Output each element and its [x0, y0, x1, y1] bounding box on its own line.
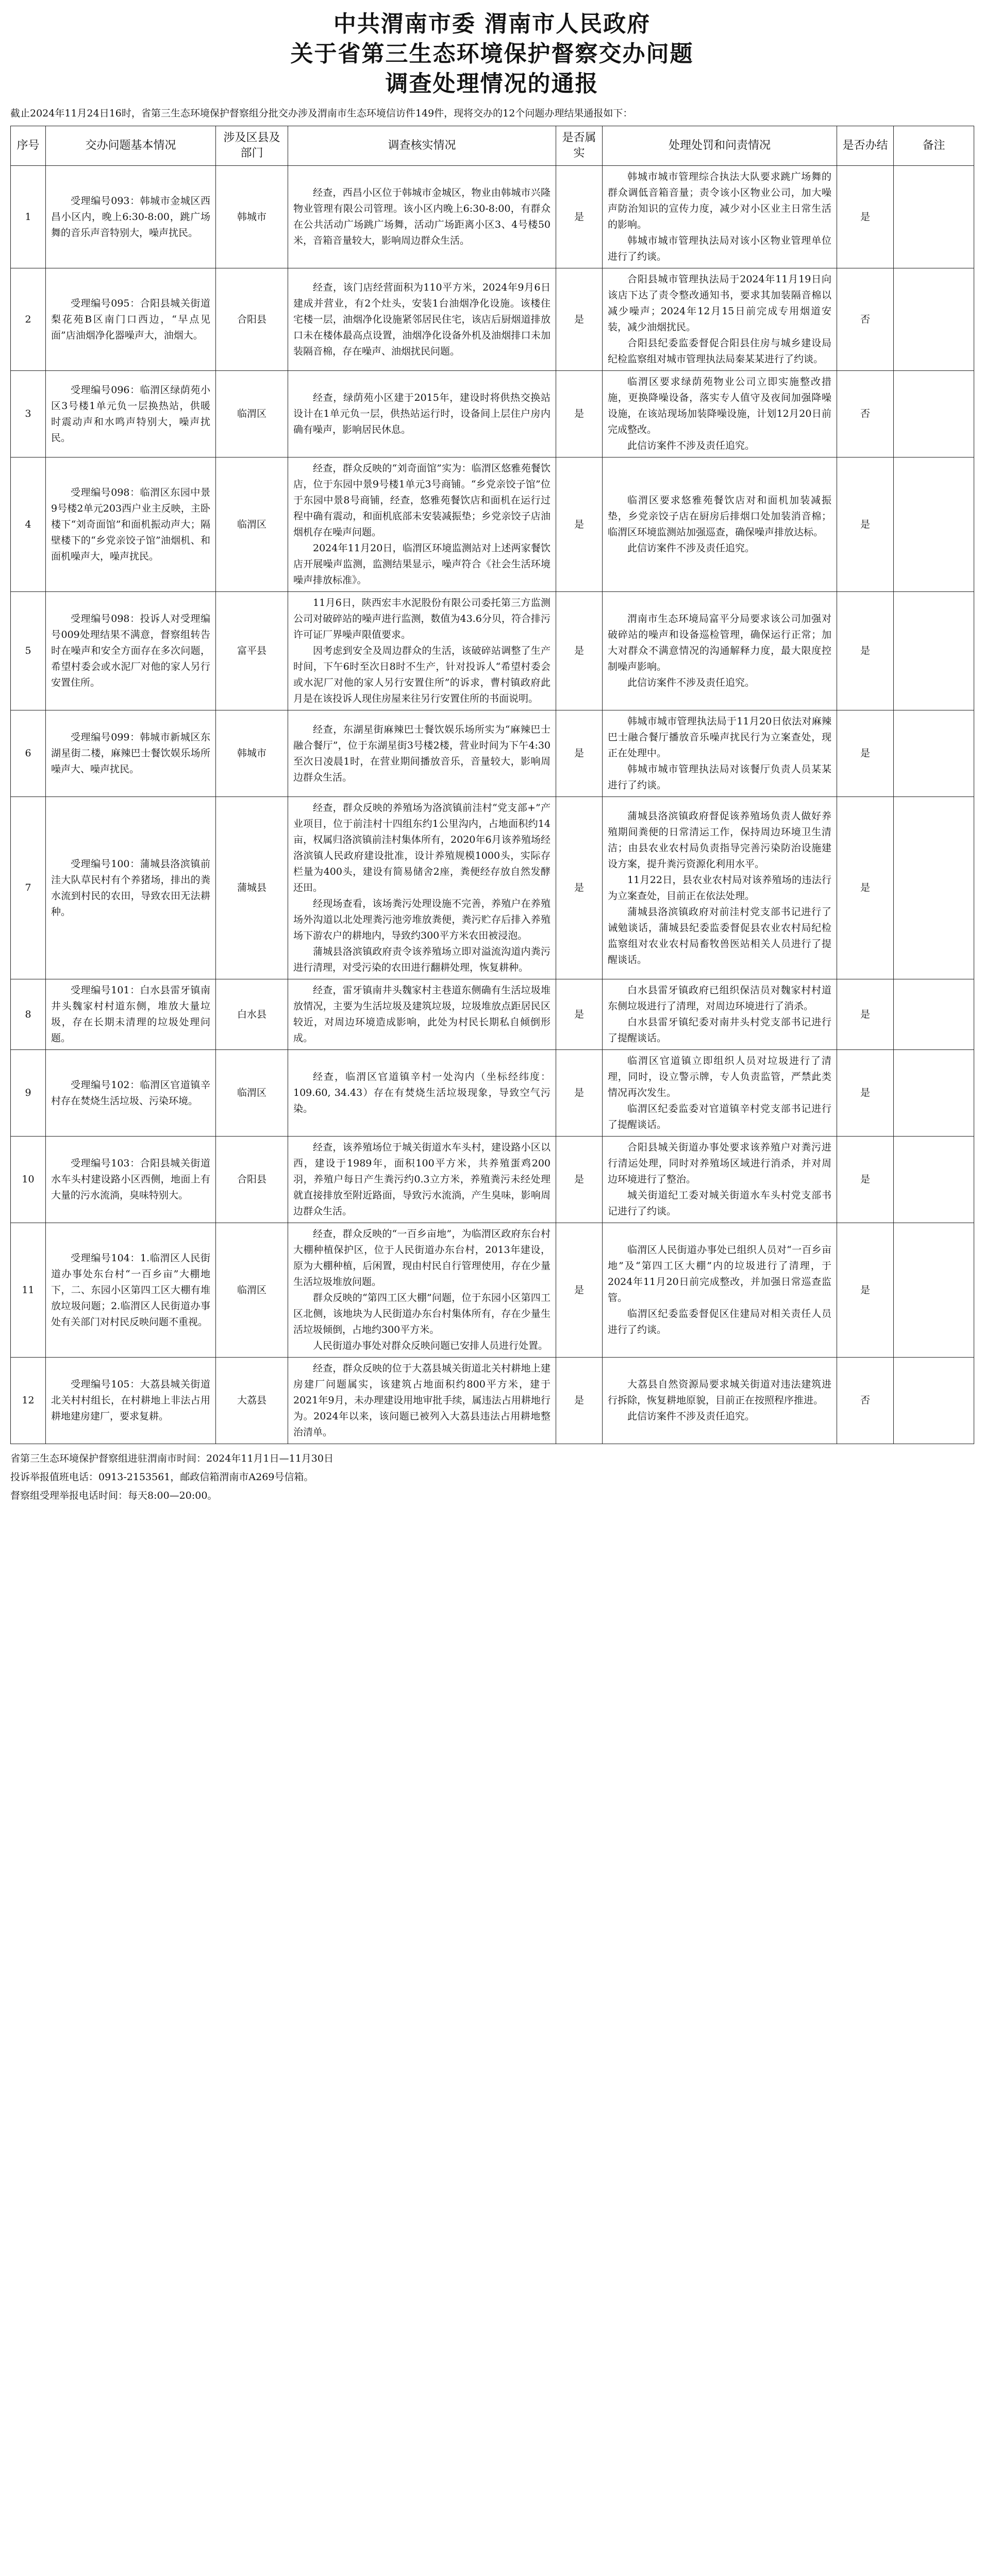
footer-line-3: 督察组受理举报电话时间：每天8:00—20:00。 [10, 1490, 218, 1501]
row-number: 10 [11, 1137, 46, 1223]
investigation-result-paragraph: 2024年11月20日，临渭区环境监测站对上述两家餐饮店开展噪声监测，监测结果显示，噪声符合《社会生活环境噪声排放标准》。 [293, 543, 551, 586]
remark [894, 1050, 974, 1137]
department: 临渭区 [216, 1223, 288, 1358]
remark [894, 710, 974, 797]
row-number: 6 [11, 710, 46, 797]
handling-result [603, 979, 837, 1050]
investigation-result [288, 1050, 556, 1137]
department: 韩城市 [216, 166, 288, 268]
is-true: 是 [556, 268, 603, 371]
handling-result [603, 166, 837, 268]
table-row [11, 268, 974, 371]
investigation-result-paragraph: 11月6日，陕西宏丰水泥股份有限公司委托第三方监测公司对破碎站的噪声进行监测，数值为43.6分贝，符合排污许可证厂界噪声限值要求。 [293, 597, 551, 640]
intro-text: 截止2024年11月24日16时，省第三生态环境保护督察组分批交办涉及渭南市生态环境信访件149件，现将交办的12个问题办理结果通报如下： [10, 108, 633, 119]
is-true: 是 [556, 1358, 603, 1444]
column-header: 交办问题基本情况 [46, 126, 216, 166]
column-header: 是否办结 [837, 126, 894, 166]
row-number: 2 [11, 268, 46, 371]
handling-result-paragraph: 白水县雷牙镇纪委对南井头村党支部书记进行了提醒谈话。 [608, 1016, 831, 1044]
remark [894, 592, 974, 710]
handling-result-paragraph: 蒲城县洛滨镇政府对前洼村党支部书记进行了诫勉谈话，蒲城县纪委监委督促县农业农村局纪检监察组对农业农村局畜牧兽医站相关人员进行了提醒谈话。 [608, 906, 831, 965]
is-completed: 是 [837, 457, 894, 592]
handling-result-paragraph: 此信访案件不涉及责任追究。 [627, 677, 755, 688]
handling-result [603, 710, 837, 797]
issue-description: 受理编号103：合阳县城关街道水车头村建设路小区西侧，地面上有大量的污水流淌，臭味特别大。 [46, 1137, 216, 1223]
is-completed: 是 [837, 710, 894, 797]
department: 韩城市 [216, 710, 288, 797]
is-completed: 是 [837, 166, 894, 268]
investigation-result [288, 457, 556, 592]
issues-table [10, 126, 974, 1444]
issue-description: 受理编号096：临渭区绿荫苑小区3号楼1单元负一层换热站，供暖时震动声和水鸣声特别大，噪声扰民。 [46, 371, 216, 457]
column-header: 是否属实 [556, 126, 603, 166]
row-number: 12 [11, 1358, 46, 1444]
handling-result-paragraph: 11月22日，县农业农村局对该养殖场的违法行为立案查处，目前正在依法处理。 [608, 874, 831, 902]
document-title [10, 9, 974, 99]
issue-description: 受理编号102：临渭区官道镇辛村存在焚烧生活垃圾、污染环境。 [46, 1050, 216, 1137]
is-true: 是 [556, 1050, 603, 1137]
row-number: 9 [11, 1050, 46, 1137]
is-completed: 是 [837, 1050, 894, 1137]
is-true: 是 [556, 1137, 603, 1223]
handling-result-paragraph: 渭南市生态环境局富平分局要求该公司加强对破碎站的噪声和设备巡检管理，确保运行正常；加大对群众不满意情况的沟通解释力度，最大限度控制噪声影响。 [608, 613, 831, 672]
table-row [11, 797, 974, 979]
table-body [11, 166, 974, 1444]
investigation-result-paragraph: 人民街道办事处对群众反映问题已安排人员进行处置。 [313, 1340, 548, 1351]
is-true: 是 [556, 979, 603, 1050]
footer-line-1: 省第三生态环境保护督察组进驻渭南市时间：2024年11月1日—11月30日 [10, 1453, 333, 1464]
handling-result-paragraph: 韩城市城市管理执法局于11月20日依法对麻辣巴士融合餐厅播放音乐噪声扰民行为立案查处，现正在处理中。 [608, 716, 831, 759]
is-completed: 否 [837, 371, 894, 457]
handling-result-paragraph: 韩城市城市管理执法局对该小区物业管理单位进行了约谈。 [608, 235, 831, 262]
remark [894, 457, 974, 592]
handling-result-paragraph: 大荔县自然资源局要求城关街道对违法建筑进行拆除，恢复耕地原貌，目前正在按照程序推进。 [608, 1379, 831, 1406]
remark [894, 797, 974, 979]
investigation-result [288, 268, 556, 371]
investigation-result [288, 1358, 556, 1444]
table-row [11, 457, 974, 592]
handling-result-paragraph: 临渭区纪委监委督促区住建局对相关责任人员进行了约谈。 [608, 1308, 831, 1335]
table-row [11, 1223, 974, 1358]
title-line-2: 关于省第三生态环境保护督察交办问题 [290, 41, 694, 67]
investigation-result-paragraph: 经查，该养殖场位于城关街道水车头村，建设路小区以西，建设于1989年，面积100平方米，共养殖蛋鸡200羽，养殖户每日产生粪污约0.3立方米，养殖粪污未经处理就直接排放至附近路面，导致污水流淌，产生臭味，影响周边群众生活。 [293, 1142, 551, 1217]
investigation-result-paragraph: 经查，群众反映的养殖场为洛滨镇前洼村“党支部+”产业项目，位于前洼村十四组东约1公里沟内，占地面积约14亩，权属归洛滨镇前洼村集体所有，2020年6月该养殖场经洛滨镇人民政府建设批准，设计养殖规模1000头，实际存栏量为400头，建设有简易储舍2座，粪便经存放自然发酵还田。 [293, 802, 551, 893]
row-number: 8 [11, 979, 46, 1050]
handling-result-paragraph: 城关街道纪工委对城关街道水车头村党支部书记进行了约谈。 [608, 1190, 831, 1217]
handling-result-paragraph: 临渭区官道镇立即组织人员对垃圾进行了清理，同时，设立警示牌，专人负责监管，严禁此类情况再次发生。 [608, 1055, 831, 1098]
is-true: 是 [556, 457, 603, 592]
row-number: 3 [11, 371, 46, 457]
investigation-result-paragraph: 经查，群众反映的“刘奇面馆”实为：临渭区悠雅苑餐饮店，位于东园中景9号楼1单元3号商铺。“乡党亲饺子馆”位于东园中景8号商铺，经查，悠雅苑餐饮店和面机在运行过程中确有震动，和面机底部未安装减振垫；乡党亲饺子店油烟机存在噪声问题。 [293, 463, 551, 538]
handling-result-paragraph: 合阳县城关街道办事处要求该养殖户对粪污进行清运处理，同时对养殖场区域进行消杀，并对周边环境进行了整治。 [608, 1142, 831, 1185]
investigation-result-paragraph: 群众反映的“第四工区大棚”问题，位于东园小区第四工区北侧，该地块为人民街道办东台村集体所有，存在少量生活垃圾倾倒，占地约300平方米。 [293, 1292, 551, 1335]
table-row [11, 1137, 974, 1223]
handling-result-paragraph: 白水县雷牙镇政府已组织保洁员对魏家村村道东侧垃圾进行了清理，对周边环境进行了消杀。 [608, 985, 831, 1012]
handling-result [603, 1137, 837, 1223]
issue-description: 受理编号101：白水县雷牙镇南井头魏家村村道东侧，堆放大量垃圾，存在长期未清理的垃圾处理问题。 [46, 979, 216, 1050]
investigation-result [288, 1223, 556, 1358]
investigation-result-paragraph: 经查，临渭区官道镇辛村一处沟内（坐标经纬度：109.60, 34.43）存在有焚烧生活垃圾现象，导致空气污染。 [293, 1071, 551, 1114]
column-header: 调查核实情况 [288, 126, 556, 166]
investigation-result [288, 1137, 556, 1223]
handling-result [603, 371, 837, 457]
handling-result [603, 1050, 837, 1137]
handling-result-paragraph: 蒲城县洛滨镇政府督促该养殖场负责人做好养殖期间粪便的日常清运工作，保持周边环境卫生清洁；由县农业农村局负责指导完善污染防治设施建设方案，提升粪污资源化利用水平。 [608, 810, 831, 870]
row-number: 4 [11, 457, 46, 592]
handling-result-paragraph: 此信访案件不涉及责任追究。 [627, 440, 755, 451]
is-completed: 是 [837, 1223, 894, 1358]
footer-line-2: 投诉举报值班电话：0913-2153561，邮政信箱渭南市A269号信箱。 [10, 1471, 314, 1483]
handling-result-paragraph: 此信访案件不涉及责任追究。 [627, 1411, 755, 1422]
investigation-result-paragraph: 经查，东湖星街麻辣巴士餐饮娱乐场所实为“麻辣巴士融合餐厅”，位于东湖星街3号楼2楼，营业时间为下午4:30至次日凌晨1时，在营业期间播放音乐，音量较大，影响周边群众生活。 [293, 723, 551, 783]
footer [10, 1449, 974, 1505]
investigation-result [288, 797, 556, 979]
is-true: 是 [556, 166, 603, 268]
row-number: 7 [11, 797, 46, 979]
handling-result [603, 457, 837, 592]
investigation-result-paragraph: 经查，群众反映的位于大荔县城关街道北关村耕地上建房建厂问题属实，该建筑占地面积约800平方米，建于2021年9月，未办理建设用地审批手续，属违法占用耕地行为。2024年以来，该问题已被列入大荔县违法占用耕地整治清单。 [293, 1363, 551, 1438]
table-header-row [11, 126, 974, 166]
is-completed: 否 [837, 1358, 894, 1444]
column-header: 序号 [11, 126, 46, 166]
investigation-result-paragraph: 经查，该门店经营面积为110平方米，2024年9月6日建成并营业，有2个灶头，安装1台油烟净化设施。该楼住宅楼一层，油烟净化设施紧邻居民住宅，该店后厨烟道排放口未在楼体最高点设置，油烟净化设备外机及油烟排口未加装隔音棉，存在噪声、油烟扰民问题。 [293, 281, 551, 357]
table-row [11, 710, 974, 797]
department: 大荔县 [216, 1358, 288, 1444]
handling-result [603, 592, 837, 710]
investigation-result [288, 710, 556, 797]
row-number: 1 [11, 166, 46, 268]
issue-description: 受理编号098：临渭区东园中景9号楼2单元203西户业主反映，主卧楼下“刘奇面馆”和面机振动声大；隔壁楼下的“乡党亲饺子馆”油烟机、和面机噪声大，噪声扰民。 [46, 457, 216, 592]
department: 白水县 [216, 979, 288, 1050]
department: 临渭区 [216, 371, 288, 457]
is-true: 是 [556, 592, 603, 710]
investigation-result [288, 592, 556, 710]
is-true: 是 [556, 371, 603, 457]
investigation-result-paragraph: 经查，西昌小区位于韩城市金城区，物业由韩城市兴隆物业管理有限公司管理。该小区内晚上6:30-8:00，有群众在公共活动广场跳广场舞，活动广场距离小区3、4号楼50米，音箱音量较大，影响周边群众生活。 [293, 187, 551, 246]
department: 蒲城县 [216, 797, 288, 979]
handling-result-paragraph: 临渭区人民街道办事处已组织人员对“一百乡亩地”及“第四工区大棚”内的垃圾进行了清理，于2024年11月20日前完成整改，并加强日常巡查监管。 [608, 1244, 831, 1303]
is-completed: 是 [837, 797, 894, 979]
issue-description: 受理编号104：1.临渭区人民街道办事处东台村“一百乡亩”大棚地下，二、东园小区第四工区大棚有堆放垃圾问题；2.临渭区人民街道办事处有关部门对村民反映问题不重视。 [46, 1223, 216, 1358]
handling-result [603, 797, 837, 979]
issue-description: 受理编号095：合阳县城关街道梨花苑B区南门口西边，“早点见面”店油烟净化器噪声大，油烟大。 [46, 268, 216, 371]
investigation-result [288, 371, 556, 457]
column-header: 涉及区县及部门 [216, 126, 288, 166]
handling-result-paragraph: 韩城市城市管理执法局对该餐厅负责人员某某进行了约谈。 [608, 764, 831, 791]
investigation-result-paragraph: 经查，绿荫苑小区建于2015年，建设时将供热交换站设计在1单元负一层，供热站运行时，设备间上层住户房内确有噪声，影响居民休息。 [293, 392, 551, 435]
table-row [11, 979, 974, 1050]
department: 合阳县 [216, 1137, 288, 1223]
is-true: 是 [556, 710, 603, 797]
remark [894, 371, 974, 457]
handling-result-paragraph: 临渭区纪委监委对官道镇辛村党支部书记进行了提醒谈话。 [608, 1103, 831, 1130]
handling-result [603, 268, 837, 371]
is-completed: 是 [837, 1137, 894, 1223]
remark [894, 268, 974, 371]
column-header: 处理处罚和问责情况 [603, 126, 837, 166]
handling-result-paragraph: 合阳县纪委监委督促合阳县住房与城乡建设局纪检监察组对城市管理执法局秦某某进行了约谈。 [608, 337, 831, 365]
table-row [11, 1358, 974, 1444]
column-header: 备注 [894, 126, 974, 166]
investigation-result-paragraph: 经查，雷牙镇南井头魏家村主巷道东侧确有生活垃圾堆放情况，主要为生活垃圾及建筑垃圾，垃圾堆放点距居民区较近，对周边环境造成影响，此处为村民长期私自倾倒形成。 [293, 985, 551, 1044]
table-row [11, 166, 974, 268]
is-true: 是 [556, 1223, 603, 1358]
is-completed: 是 [837, 979, 894, 1050]
investigation-result-paragraph: 蒲城县洛滨镇政府责令该养殖场立即对溢流沟道内粪污进行清理，对受污染的农田进行翻耕处理，恢复耕种。 [293, 946, 551, 973]
title-line-3: 调查处理情况的通报 [385, 71, 599, 97]
investigation-result [288, 166, 556, 268]
is-completed: 是 [837, 592, 894, 710]
issue-description: 受理编号099：韩城市新城区东湖星街二楼，麻辣巴士餐饮娱乐场所噪声大、噪声扰民。 [46, 710, 216, 797]
title-line-1: 中共渭南市委 渭南市人民政府 [333, 11, 651, 37]
department: 临渭区 [216, 1050, 288, 1137]
issue-description: 受理编号105：大荔县城关街道北关村村组长，在村耕地上非法占用耕地建房建厂，要求复耕。 [46, 1358, 216, 1444]
handling-result [603, 1358, 837, 1444]
handling-result-paragraph: 合阳县城市管理执法局于2024年11月19日向该店下达了责令整改通知书，要求其加装隔音棉以减少噪声；2024年12月15日前完成专用烟道安装，减少油烟扰民。 [608, 274, 831, 333]
is-completed: 否 [837, 268, 894, 371]
handling-result [603, 1223, 837, 1358]
investigation-result [288, 979, 556, 1050]
table-row [11, 592, 974, 710]
row-number: 11 [11, 1223, 46, 1358]
row-number: 5 [11, 592, 46, 710]
department: 富平县 [216, 592, 288, 710]
is-true: 是 [556, 797, 603, 979]
remark [894, 1358, 974, 1444]
department: 合阳县 [216, 268, 288, 371]
handling-result-paragraph: 此信访案件不涉及责任追究。 [627, 543, 755, 554]
remark [894, 1137, 974, 1223]
investigation-result-paragraph: 经现场查看，该场粪污处理设施不完善，养殖户在养殖场外沟道以北处理粪污池旁堆放粪便，粪污贮存后排入养殖场下游农户的耕地内，导致约300平方米农田被浸泡。 [293, 898, 551, 941]
investigation-result-paragraph: 因考虑到安全及周边群众的生活，该破碎站调整了生产时间，下午6时至次日8时不生产，针对投诉人“希望村委会或水泥厂对他的家人另行安置住所”的诉求，曹村镇政府此月是在该投诉人现住房屋来往另行安置住所的书面说明。 [293, 645, 551, 704]
remark [894, 979, 974, 1050]
remark [894, 1223, 974, 1358]
handling-result-paragraph: 临渭区要求绿荫苑物业公司立即实施整改措施，更换降噪设备，落实专人值守及夜间加强降噪设施，在该站现场加装降噪设施，计划12月20日前完成整改。 [608, 376, 831, 435]
table-row [11, 1050, 974, 1137]
remark [894, 166, 974, 268]
issue-description: 受理编号100：蒲城县洛滨镇前洼大队草民村有个养猪场，排出的粪水流到村民的农田，导致农田无法耕种。 [46, 797, 216, 979]
issue-description: 受理编号093：韩城市金城区西昌小区内，晚上6:30-8:00，跳广场舞的音乐声音特别大，噪声扰民。 [46, 166, 216, 268]
handling-result-paragraph: 临渭区要求悠雅苑餐饮店对和面机加装减振垫，乡党亲饺子店在厨房后排烟口处加装消音棉；临渭区环境监测站加强巡查，确保噪声排放达标。 [608, 495, 831, 538]
department: 临渭区 [216, 457, 288, 592]
handling-result-paragraph: 韩城市城市管理综合执法大队要求跳广场舞的群众调低音箱音量；责令该小区物业公司，加大噪声防治知识的宣传力度，减少对小区业主日常生活的影响。 [608, 171, 831, 230]
investigation-result-paragraph: 经查，群众反映的“一百乡亩地”，为临渭区政府东台村大棚种植保护区，位于人民街道办东台村，2013年建设，原为大棚种植，后闲置，现由村民自行管理使用，存在少量生活垃圾堆放问题。 [293, 1228, 551, 1287]
table-row [11, 371, 974, 457]
issue-description: 受理编号098：投诉人对受理编号009处理结果不满意，督察组转告时在噪声和安全方面存在多次问题，希望村委会或水泥厂对他的家人另行安置住所。 [46, 592, 216, 710]
